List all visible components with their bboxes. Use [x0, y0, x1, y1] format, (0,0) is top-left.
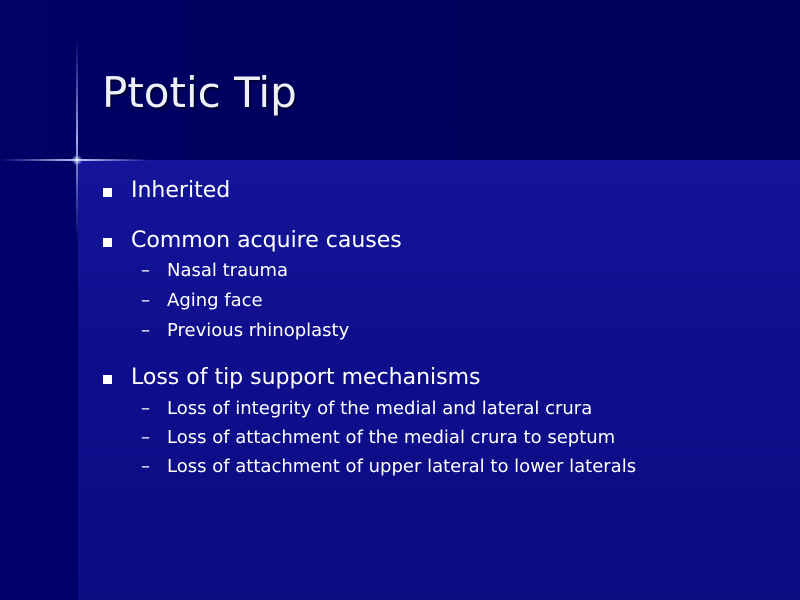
bullet-item-inherited: Inherited [131, 178, 231, 203]
sub-item-loss-integrity-crura: – Loss of integrity of the medial and lateral crura [167, 397, 592, 421]
sub-item-previous-rhinoplasty: – Previous rhinoplasty [167, 319, 349, 343]
sparkle-vertical-line [76, 40, 78, 240]
sparkle-star-icon [72, 155, 82, 165]
sub-item-loss-attachment-septum: – Loss of attachment of the medial crura to septum [167, 426, 615, 450]
sub-item-loss-attachment-laterals: – Loss of attachment of upper lateral to lower laterals [167, 455, 636, 479]
slide-title: Ptotic Tip [102, 68, 297, 117]
sub-item-nasal-trauma: – Nasal trauma [167, 259, 288, 283]
bullet-item-loss-of-tip-support: Loss of tip support mechanisms [131, 365, 481, 390]
left-band [0, 160, 78, 600]
bullet-item-common-acquire-causes: Common acquire causes [131, 228, 402, 253]
sub-item-aging-face: – Aging face [167, 289, 263, 313]
